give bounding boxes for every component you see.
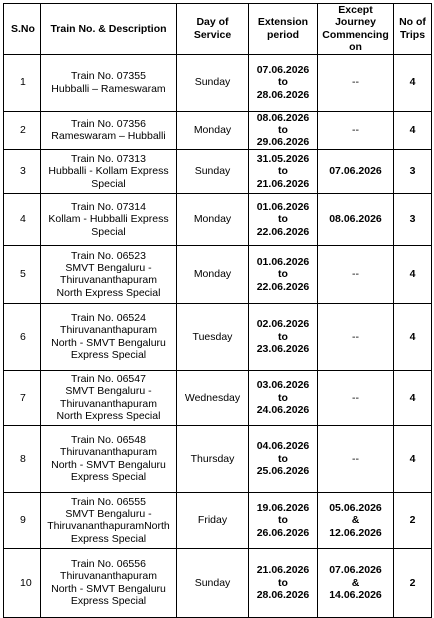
extension-period-line: 28.06.2026 <box>256 88 310 101</box>
cell-sno: 7 <box>4 370 41 425</box>
extension-period-line: 21.06.2026 <box>256 564 310 577</box>
cell-day-of-service: Wednesday <box>177 370 249 425</box>
extension-period-line: to <box>278 514 288 527</box>
table-row <box>4 492 432 548</box>
extension-period-line: 25.06.2026 <box>256 465 310 478</box>
except-journey-line: & <box>351 514 360 527</box>
cell-extension-period <box>249 149 318 193</box>
except-journey-line: -- <box>352 124 359 137</box>
cell-day-of-service: Friday <box>177 492 249 548</box>
train-description-line: North - SMVT Bengaluru <box>51 336 166 349</box>
train-description-line: Train No. 07355 <box>71 70 146 83</box>
extension-period-line: 21.06.2026 <box>256 177 310 190</box>
cell-train-description <box>41 425 177 492</box>
cell-day-of-service: Tuesday <box>177 303 249 370</box>
cell-no-of-trips: 4 <box>394 370 432 425</box>
except-journey-line: & <box>351 576 360 589</box>
train-description-line: Thiruvananthapuram <box>60 570 157 583</box>
table-row <box>4 54 432 111</box>
cell-train-description <box>41 370 177 425</box>
cell-sno: 9 <box>4 492 41 548</box>
cell-no-of-trips: 4 <box>394 111 432 149</box>
extension-period-line: 31.05.2026 <box>256 152 310 165</box>
cell-sno: 4 <box>4 193 41 245</box>
except-journey-line: 14.06.2026 <box>329 589 382 602</box>
cell-no-of-trips: 2 <box>394 548 432 617</box>
cell-sno: 1 <box>4 54 41 111</box>
cell-sno: 6 <box>4 303 41 370</box>
extension-period-line: 19.06.2026 <box>256 501 310 514</box>
train-description-line: North - SMVT Bengaluru <box>51 458 166 471</box>
cell-extension-period <box>249 492 318 548</box>
cell-extension-period <box>249 111 318 149</box>
cell-sno: 10 <box>4 548 41 617</box>
except-journey-line: -- <box>352 268 359 281</box>
train-description-line: Thiruvananthapuram <box>60 397 157 410</box>
extension-period-line: 28.06.2026 <box>256 589 310 602</box>
cell-no-of-trips: 3 <box>394 149 432 193</box>
table-row <box>4 245 432 303</box>
train-description-line: Train No. 07314 <box>71 200 146 213</box>
cell-except-journey <box>318 245 394 303</box>
train-description-line: North Express Special <box>56 286 161 299</box>
table-row <box>4 548 432 617</box>
except-journey-line: -- <box>352 391 359 404</box>
train-description-line: Train No. 06556 <box>71 558 146 571</box>
cell-train-description <box>41 492 177 548</box>
table-row <box>4 111 432 149</box>
except-journey-line: -- <box>352 76 359 89</box>
header-extension-period: Extension period <box>249 4 318 55</box>
train-description-line: SMVT Bengaluru - <box>65 385 152 398</box>
extension-period-line: to <box>278 330 288 343</box>
cell-except-journey <box>318 548 394 617</box>
cell-except-journey <box>318 111 394 149</box>
except-journey-line: 07.06.2026 <box>329 165 382 178</box>
train-description-line: Express Special <box>70 532 147 545</box>
train-description-line: SMVT Bengaluru - <box>65 507 152 520</box>
train-description-line: Hubballi - Kollam Express <box>48 165 169 178</box>
cell-day-of-service: Sunday <box>177 548 249 617</box>
train-description-line: Train No. 07313 <box>71 152 146 165</box>
cell-no-of-trips: 3 <box>394 193 432 245</box>
cell-except-journey <box>318 54 394 111</box>
table-row <box>4 425 432 492</box>
cell-no-of-trips: 4 <box>394 54 432 111</box>
cell-except-journey <box>318 425 394 492</box>
cell-extension-period <box>249 548 318 617</box>
table-row <box>4 303 432 370</box>
extension-period-line: to <box>278 124 288 137</box>
cell-train-description <box>41 548 177 617</box>
except-journey-line: 12.06.2026 <box>329 526 382 539</box>
cell-extension-period <box>249 303 318 370</box>
cell-day-of-service: Sunday <box>177 149 249 193</box>
except-journey-line: 05.06.2026 <box>329 501 382 514</box>
extension-period-line: to <box>278 391 288 404</box>
cell-day-of-service: Monday <box>177 111 249 149</box>
train-description-line: North Express Special <box>56 410 161 423</box>
train-description-line: Rameswaram – Hubballi <box>51 130 166 143</box>
table-row <box>4 193 432 245</box>
except-journey-line: 07.06.2026 <box>329 564 382 577</box>
cell-day-of-service: Sunday <box>177 54 249 111</box>
extension-period-line: to <box>278 576 288 589</box>
extension-period-line: 24.06.2026 <box>256 404 310 417</box>
train-description-line: Train No. 06523 <box>71 249 146 262</box>
cell-except-journey <box>318 370 394 425</box>
train-description-line: Train No. 06555 <box>71 495 146 508</box>
cell-no-of-trips: 2 <box>394 492 432 548</box>
cell-day-of-service: Thursday <box>177 425 249 492</box>
train-description-line: Train No. 06524 <box>71 312 146 325</box>
cell-sno: 5 <box>4 245 41 303</box>
header-sno: S.No <box>4 4 41 55</box>
cell-train-description <box>41 149 177 193</box>
table-body <box>4 54 432 617</box>
cell-extension-period <box>249 370 318 425</box>
extension-period-line: 02.06.2026 <box>256 318 310 331</box>
extension-period-line: to <box>278 213 288 226</box>
cell-train-description <box>41 54 177 111</box>
extension-period-line: to <box>278 452 288 465</box>
cell-train-description <box>41 193 177 245</box>
extension-period-line: 29.06.2026 <box>256 136 310 149</box>
except-journey-line: 08.06.2026 <box>329 213 382 226</box>
train-extension-table <box>3 3 432 618</box>
extension-period-line: 01.06.2026 <box>256 200 310 213</box>
extension-period-line: 22.06.2026 <box>256 225 310 238</box>
header-except-journey: Except Journey Commencing on <box>318 4 394 55</box>
train-description-line: Special <box>91 177 126 190</box>
cell-extension-period <box>249 193 318 245</box>
cell-except-journey <box>318 149 394 193</box>
train-description-line: Kollam - Hubballi Express <box>48 213 169 226</box>
extension-period-line: 22.06.2026 <box>256 280 310 293</box>
cell-sno: 3 <box>4 149 41 193</box>
extension-period-line: 26.06.2026 <box>256 526 310 539</box>
cell-train-description <box>41 111 177 149</box>
header-no-of-trips: No of Trips <box>394 4 432 55</box>
header-day-of-service: Day of Service <box>177 4 249 55</box>
cell-extension-period <box>249 54 318 111</box>
cell-sno: 8 <box>4 425 41 492</box>
header-train-description: Train No. & Description <box>41 4 177 55</box>
train-description-line: Train No. 06547 <box>71 373 146 386</box>
cell-train-description <box>41 245 177 303</box>
extension-period-line: 08.06.2026 <box>256 111 310 124</box>
cell-day-of-service: Monday <box>177 245 249 303</box>
train-description-line: Thiruvananthapuram <box>60 274 157 287</box>
train-extension-table-container <box>3 3 432 618</box>
train-description-line: Express Special <box>70 349 147 362</box>
train-description-line: Thiruvananthapuram <box>60 324 157 337</box>
train-description-line: ThiruvananthapuramNorth <box>47 520 170 533</box>
cell-extension-period <box>249 245 318 303</box>
cell-except-journey <box>318 193 394 245</box>
cell-except-journey <box>318 492 394 548</box>
train-description-line: Express Special <box>70 471 147 484</box>
cell-no-of-trips: 4 <box>394 303 432 370</box>
train-description-line: North - SMVT Bengaluru <box>51 582 166 595</box>
extension-period-line: to <box>278 165 288 178</box>
cell-extension-period <box>249 425 318 492</box>
train-description-line: Train No. 06548 <box>71 434 146 447</box>
train-description-line: Express Special <box>70 595 147 608</box>
table-header-row <box>4 4 432 55</box>
extension-period-line: 01.06.2026 <box>256 255 310 268</box>
table-row <box>4 370 432 425</box>
cell-sno: 2 <box>4 111 41 149</box>
table-row <box>4 149 432 193</box>
extension-period-line: 23.06.2026 <box>256 343 310 356</box>
extension-period-line: 03.06.2026 <box>256 379 310 392</box>
train-description-line: Thiruvananthapuram <box>60 446 157 459</box>
except-journey-line: -- <box>352 452 359 465</box>
cell-day-of-service: Monday <box>177 193 249 245</box>
except-journey-line: -- <box>352 330 359 343</box>
train-description-line: Hubballi – Rameswaram <box>51 82 166 95</box>
cell-no-of-trips: 4 <box>394 245 432 303</box>
cell-no-of-trips: 4 <box>394 425 432 492</box>
extension-period-line: to <box>278 76 288 89</box>
extension-period-line: 07.06.2026 <box>256 64 310 77</box>
cell-except-journey <box>318 303 394 370</box>
extension-period-line: to <box>278 268 288 281</box>
cell-train-description <box>41 303 177 370</box>
train-description-line: SMVT Bengaluru - <box>65 261 152 274</box>
train-description-line: Special <box>91 225 126 238</box>
extension-period-line: 04.06.2026 <box>256 440 310 453</box>
train-description-line: Train No. 07356 <box>71 117 146 130</box>
